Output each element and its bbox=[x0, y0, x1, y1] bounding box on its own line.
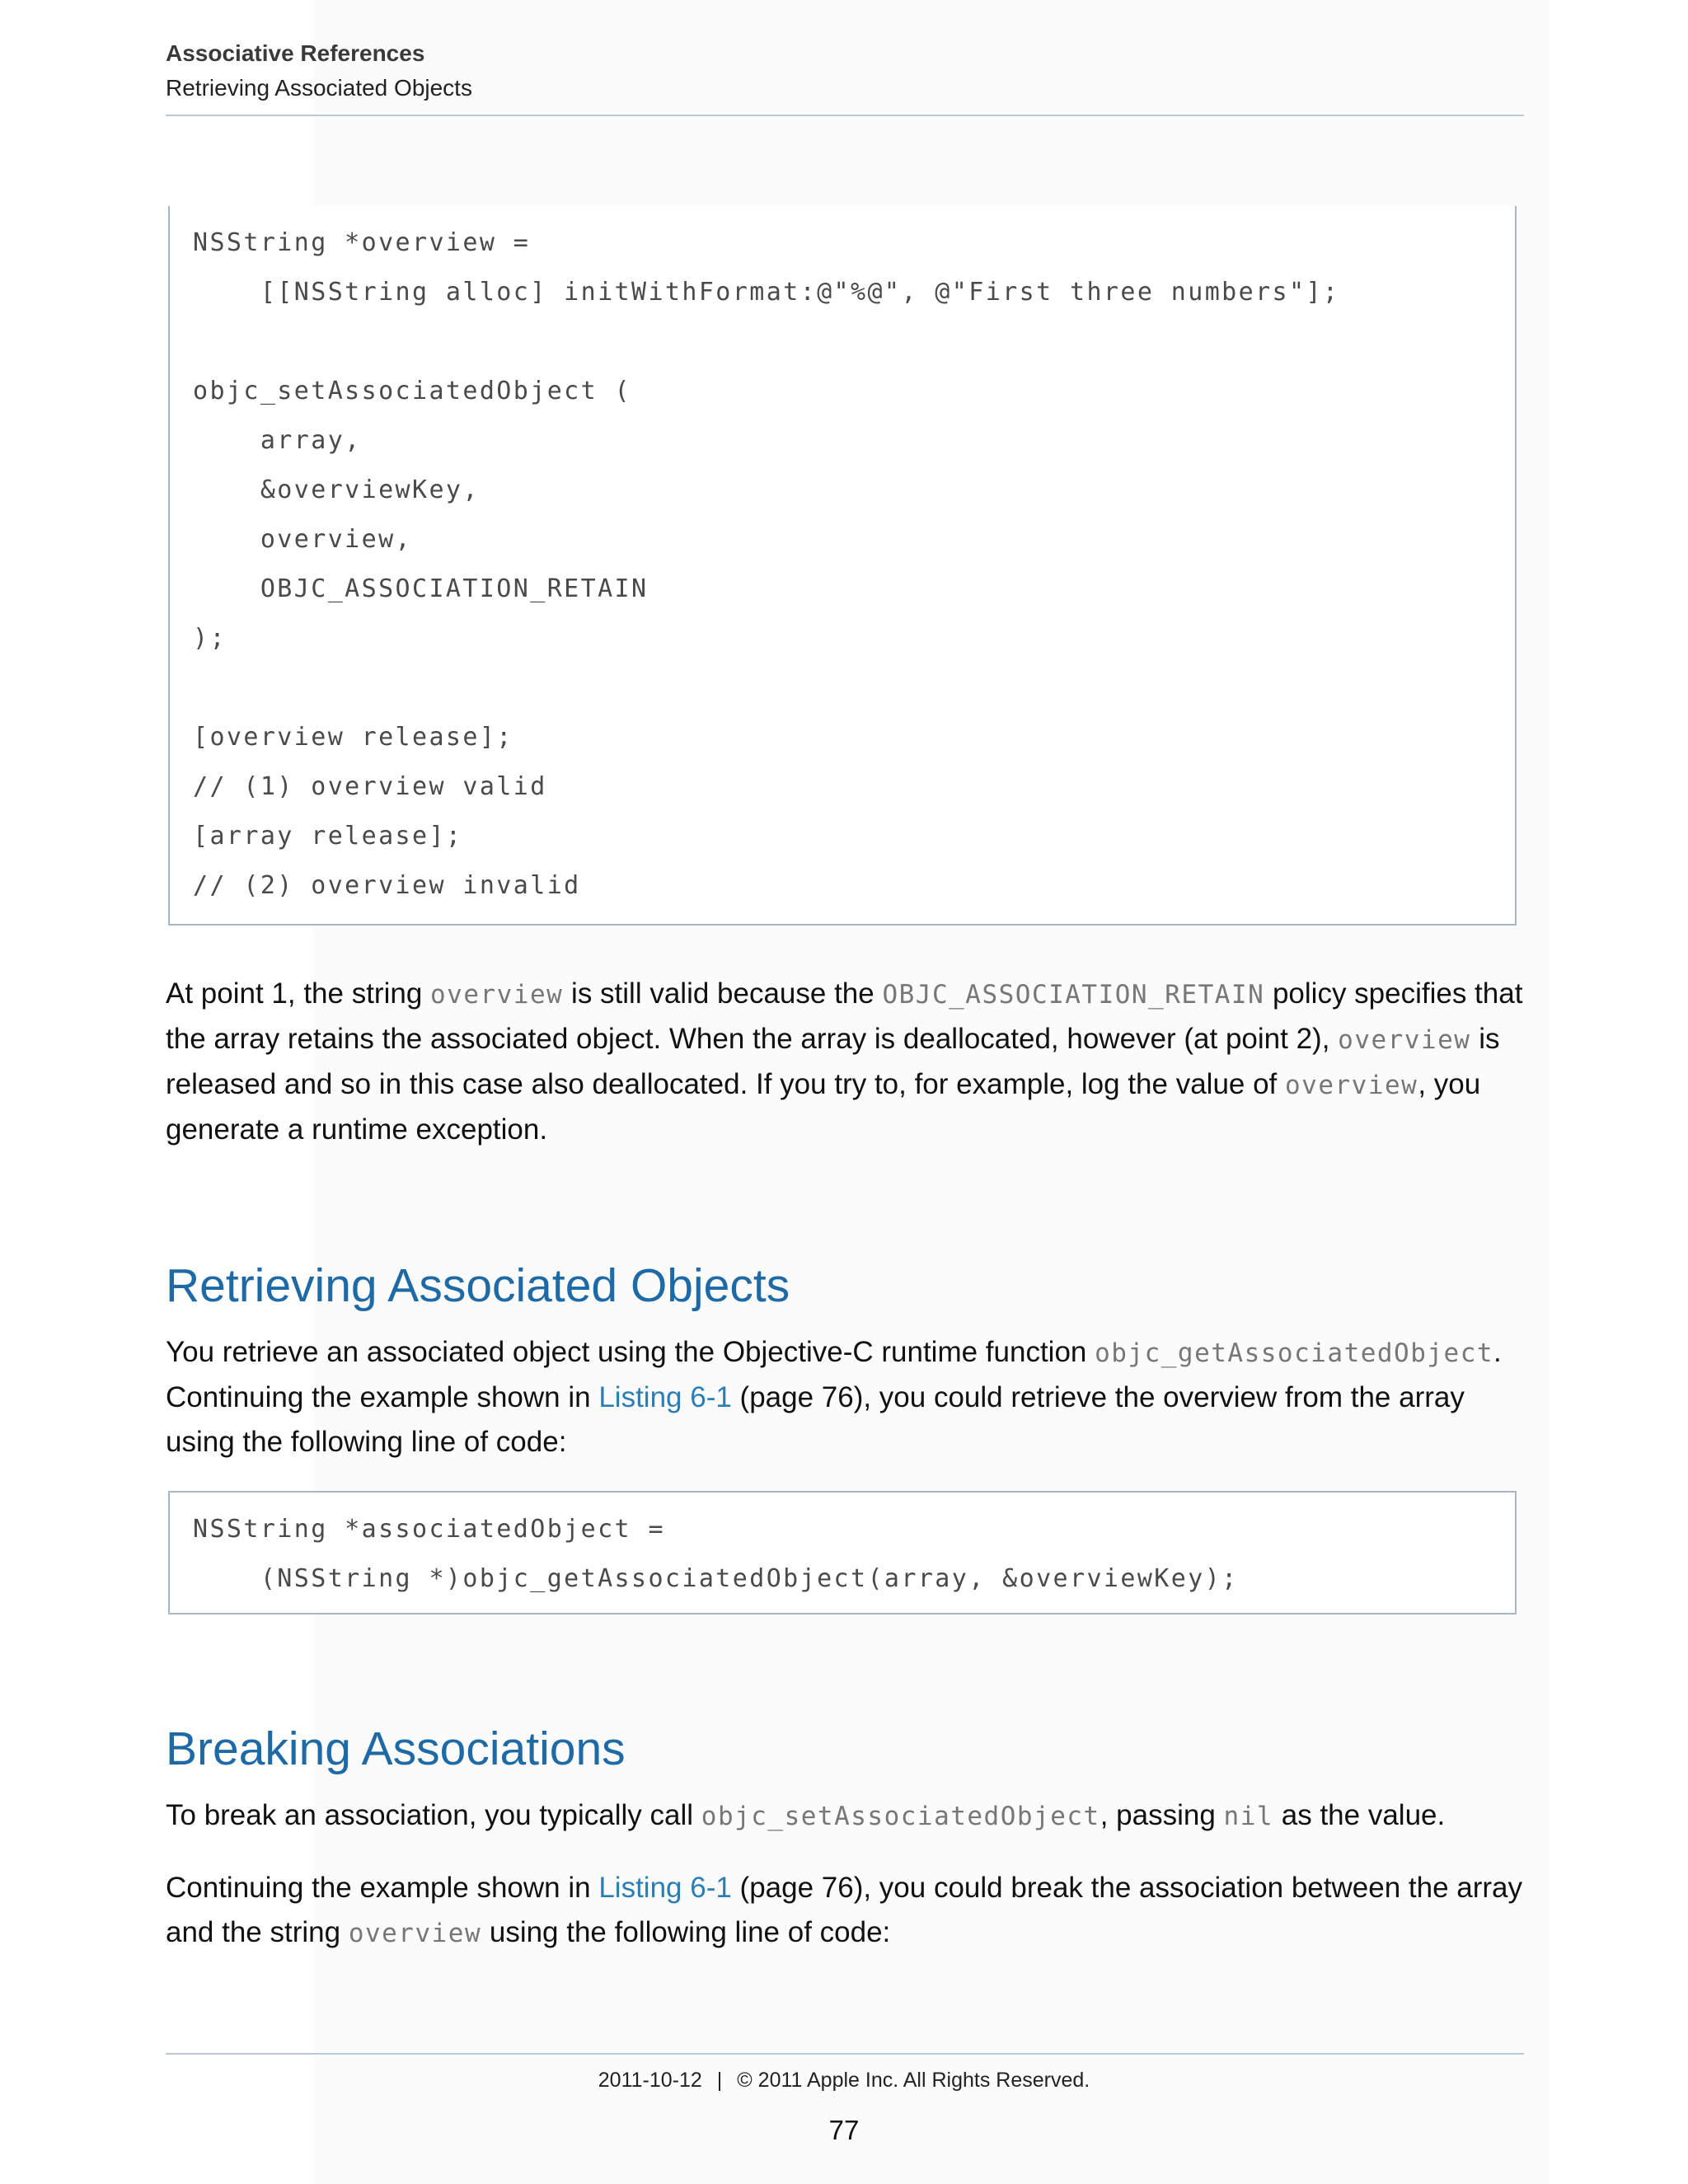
inline-code: OBJC_ASSOCIATION_RETAIN bbox=[882, 980, 1265, 1010]
code-line: [[NSString alloc] initWithFormat:@"%@", @"First three numbers"]; bbox=[193, 278, 1340, 307]
footer bbox=[0, 2069, 1688, 2093]
inline-code: overview bbox=[1285, 1071, 1418, 1100]
code-line: &overviewKey, bbox=[193, 476, 480, 504]
footer-date: 2011-10-12 bbox=[598, 2069, 702, 2092]
inline-code: overview bbox=[430, 980, 564, 1010]
code-line: overview, bbox=[193, 525, 412, 554]
code-line: array, bbox=[193, 426, 362, 455]
footer-separator: | bbox=[716, 2069, 723, 2092]
code-line bbox=[193, 317, 1515, 367]
retrieving-paragraph: You retrieve an associated object using the Objective-C runtime function objc_getAssociatedObject. Continuing the example shown in Listing 6-1 (page 76), you could retrieve the overview from the array using the following line of code: bbox=[166, 1336, 1502, 1458]
code-line: [overview release]; bbox=[193, 723, 513, 752]
code-line: // (1) overview valid bbox=[193, 772, 547, 801]
page-number: 77 bbox=[828, 2115, 860, 2145]
inline-code: overview bbox=[348, 1919, 482, 1948]
code-line: NSString *overview = bbox=[193, 228, 531, 257]
listing-link[interactable]: Listing 6-1 bbox=[598, 1872, 732, 1904]
code-line: (NSString *)objc_getAssociatedObject(array, &overviewKey); bbox=[193, 1564, 1239, 1593]
code-listing bbox=[168, 1491, 1517, 1615]
code-line: ); bbox=[193, 624, 227, 653]
code-line: // (2) overview invalid bbox=[193, 871, 581, 900]
inline-code: nil bbox=[1223, 1802, 1274, 1831]
breaking-paragraph-2: Continuing the example shown in Listing 6-1 (page 76), you could break the association between the array and the string overview using the following line of code: bbox=[166, 1872, 1523, 1948]
footer-copyright: © 2011 Apple Inc. All Rights Reserved. bbox=[737, 2069, 1090, 2092]
inline-code: overview bbox=[1338, 1025, 1471, 1055]
section-heading-breaking: Breaking Associations bbox=[166, 1722, 626, 1775]
listing-link[interactable]: Listing 6-1 bbox=[598, 1381, 732, 1413]
code-line: OBJC_ASSOCIATION_RETAIN bbox=[193, 574, 649, 603]
breaking-paragraph-1: To break an association, you typically call objc_setAssociatedObject, passing nil as the value. bbox=[166, 1799, 1446, 1831]
code-line: [array release]; bbox=[193, 822, 463, 851]
section-title: Retrieving Associated Objects bbox=[166, 75, 472, 101]
code-line bbox=[193, 663, 1515, 713]
inline-code: objc_getAssociatedObject bbox=[1095, 1338, 1494, 1368]
code-listing bbox=[168, 206, 1517, 926]
running-header bbox=[166, 38, 1524, 104]
code-line: objc_setAssociatedObject ( bbox=[193, 377, 631, 405]
footer-rule bbox=[166, 2053, 1524, 2055]
code-line: NSString *associatedObject = bbox=[193, 1515, 665, 1544]
inline-code: objc_setAssociatedObject bbox=[701, 1802, 1100, 1831]
chapter-title: Associative References bbox=[166, 40, 425, 66]
section-heading-retrieving: Retrieving Associated Objects bbox=[166, 1259, 790, 1312]
header-rule bbox=[166, 115, 1524, 116]
explanation-paragraph: At point 1, the string overview is still valid because the OBJC_ASSOCIATION_RETAIN policy specifies that the array retains the associated object. When the array is deallocated, however (at point 2), overview is released and so in this case also deallocated. If you try to, for example, log the value of overview, you generate a runtime exception. bbox=[166, 977, 1523, 1146]
